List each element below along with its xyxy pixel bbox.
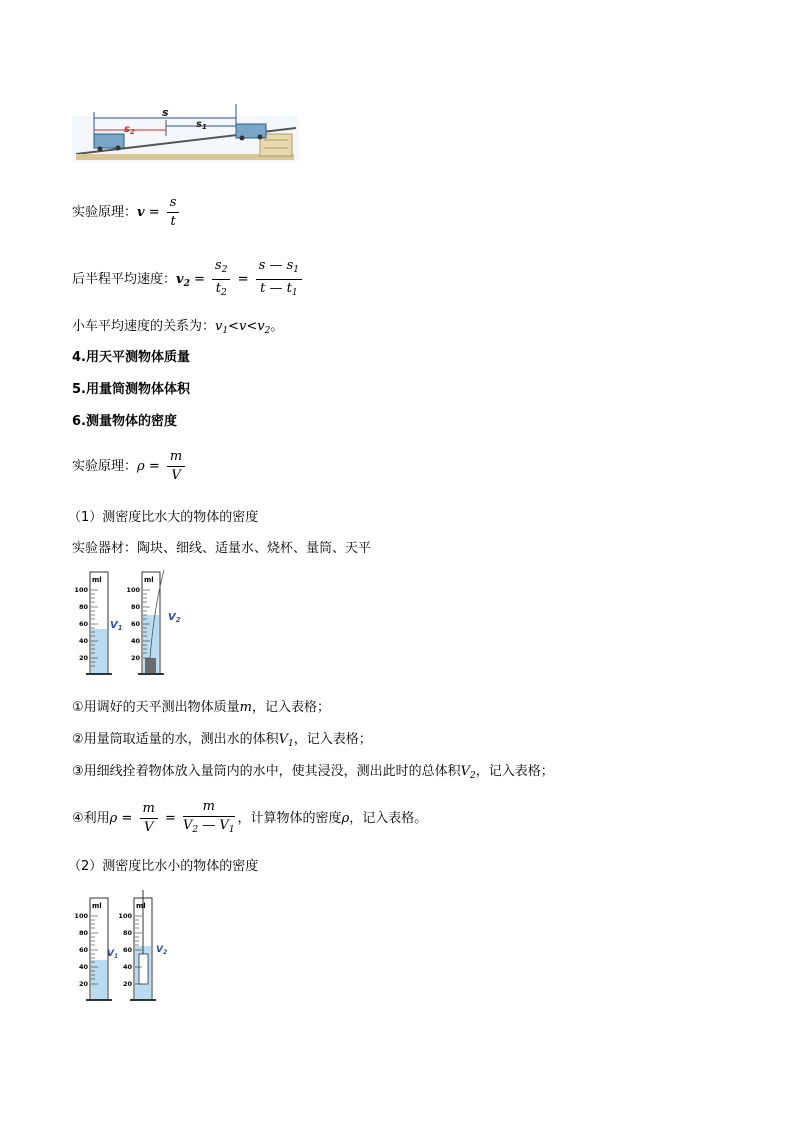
- speed-relation: [72, 315, 283, 336]
- principle-density-label: 实验原理：: [72, 459, 138, 474]
- second-half-speed: [72, 259, 305, 300]
- unit-b: ml: [144, 576, 154, 584]
- step4-frac2: $\frac{m}{V_2 — V_1}$: [183, 799, 235, 835]
- principle-speed-fraction: [167, 196, 180, 229]
- tick-c-80: 80: [78, 929, 88, 937]
- cylinders-figure-1: [72, 568, 192, 680]
- label-v1-a: $V_1$: [110, 620, 123, 632]
- subsection-1-title: （1）测密度比水大的物体的密度: [68, 510, 259, 525]
- principle-density-eq: =: [148, 459, 160, 474]
- tick-d-80: 80: [122, 929, 132, 937]
- principle-speed-label: 实验原理：: [72, 205, 138, 220]
- principle-speed-lhs: v: [137, 205, 145, 220]
- step4-frac1: $\frac{m}{V}$: [140, 802, 158, 835]
- principle-density: [72, 450, 188, 483]
- tick-c-40: 40: [78, 963, 88, 971]
- tick-b-20: 20: [130, 654, 140, 662]
- step-3: ③用细线拴着物体放入量筒内的水中，使其浸没，测出此时的总体积$V_2$，记入表格；: [72, 764, 554, 781]
- second-half-frac2: $\frac{s — s_1}{t — t_1}$: [256, 259, 302, 300]
- tick-c-60: 60: [78, 946, 88, 954]
- principle-density-fraction: [167, 450, 185, 483]
- label-v1-c: $V_1$: [107, 949, 119, 960]
- heading-5: 5.用量筒测物体体积: [72, 382, 190, 397]
- second-half-eq1: =: [193, 272, 205, 287]
- unit-d: ml: [136, 902, 146, 910]
- label-v2-d: $V_2$: [156, 945, 168, 956]
- label-v2-b: $V_2$: [168, 612, 181, 624]
- unit-c: ml: [92, 902, 102, 910]
- tick-d-20: 20: [122, 980, 132, 988]
- principle-speed-num: s: [167, 196, 180, 213]
- tick-d-40: 40: [122, 963, 132, 971]
- principle-density-den: V: [171, 468, 181, 483]
- relation-label: 小车平均速度的关系为：: [72, 319, 216, 334]
- label-s1: $s_1$: [196, 119, 207, 131]
- step-4: ④利用ρ = $\frac{m}{V}$ = $\frac{m}{V_2 — V_1}$ ，计算物体的密度ρ，记入表格。: [72, 799, 428, 835]
- relation-v: v: [239, 319, 247, 334]
- relation-op1: <: [228, 319, 240, 334]
- subsection-2-title: （2）测密度比水小的物体的密度: [68, 859, 259, 874]
- relation-v1: $v_1$: [215, 319, 229, 336]
- step-1: ①用调好的天平测出物体质量m，记入表格；: [72, 700, 330, 715]
- label-s2: $s_2$: [124, 124, 135, 136]
- principle-density-lhs: ρ: [137, 459, 145, 474]
- heading-4: 4.用天平测物体质量: [72, 350, 190, 365]
- tick-d-60: 60: [122, 946, 132, 954]
- principle-speed-eq: =: [148, 205, 160, 220]
- tick-a-100: 100: [74, 586, 88, 594]
- tick-a-60: 60: [78, 620, 88, 628]
- tick-b-80: 80: [130, 603, 140, 611]
- second-half-lhs: $v_2$: [176, 272, 190, 289]
- tick-a-20: 20: [78, 654, 88, 662]
- relation-end: 。: [270, 319, 284, 334]
- principle-speed-den: t: [170, 214, 176, 229]
- label-s: s: [162, 106, 169, 119]
- incline-car-figure: [72, 104, 302, 164]
- tick-d-100: 100: [118, 912, 132, 920]
- cylinders-figure-2: [72, 890, 182, 1004]
- second-half-eq2: =: [237, 272, 249, 287]
- water-level-c: [91, 960, 107, 999]
- tick-c-100: 100: [74, 912, 88, 920]
- tick-b-40: 40: [130, 637, 140, 645]
- relation-op2: <: [246, 319, 258, 334]
- principle-speed: [72, 196, 182, 229]
- tick-a-40: 40: [78, 637, 88, 645]
- heading-6: 6.测量物体的密度: [72, 414, 177, 429]
- second-half-frac1: $\frac{s_2}{t_2}$: [212, 259, 230, 300]
- relation-v2: $v_2$: [257, 319, 271, 336]
- tick-c-20: 20: [78, 980, 88, 988]
- tick-a-80: 80: [78, 603, 88, 611]
- second-half-label: 后半程平均速度：: [72, 272, 177, 287]
- floating-object: [139, 954, 148, 984]
- principle-density-num: m: [167, 450, 185, 467]
- tick-b-60: 60: [130, 620, 140, 628]
- unit-a: ml: [92, 576, 102, 584]
- car-bottom: [94, 134, 124, 148]
- solid-object: [145, 658, 156, 673]
- water-level-a: [91, 629, 107, 673]
- step-2: ②用量筒取适量的水，测出水的体积$V_1$，记入表格；: [72, 732, 372, 749]
- equipment-list: 实验器材：陶块、细线、适量水、烧杯、量筒、天平: [72, 541, 372, 556]
- tick-b-100: 100: [126, 586, 140, 594]
